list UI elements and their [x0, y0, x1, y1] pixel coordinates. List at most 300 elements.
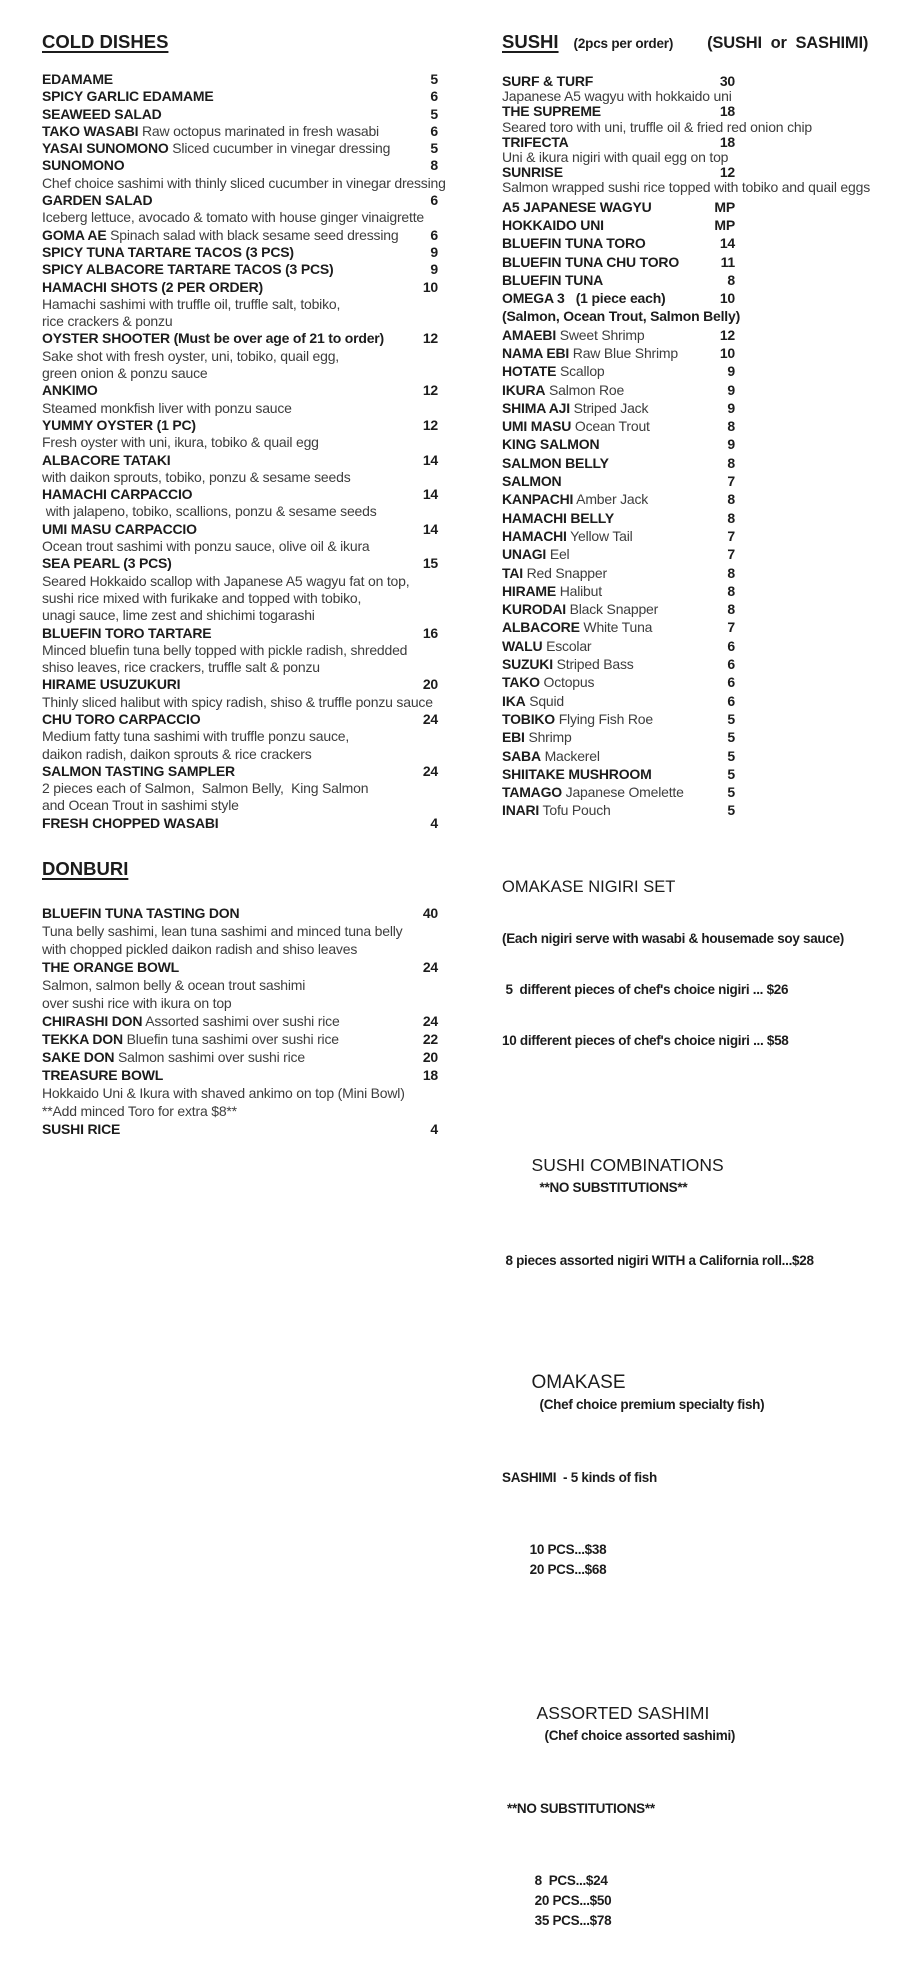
item-price: 10 [422, 278, 438, 295]
item-name: UMI MASU [502, 418, 572, 435]
item-price: 22 [422, 1031, 438, 1048]
no-substitutions-note: **NO SUBSTITUTIONS** [539, 1179, 688, 1195]
item-desc: Red Snapper [522, 564, 607, 581]
menu-item-row [42, 71, 438, 88]
menu-item-row [42, 192, 438, 209]
item-name: OMEGA 3 (1 piece each) [502, 290, 666, 307]
item-name: SABA [502, 747, 541, 764]
item-desc-line: and Ocean Trout in sashimi style [42, 797, 239, 814]
menu-item-row [502, 673, 922, 691]
sushi-combinations-header [502, 1134, 922, 1219]
menu-item-row [42, 244, 438, 261]
item-price: 6 [430, 122, 438, 139]
item-desc: Flying Fish Roe [555, 710, 653, 727]
menu-item-row [42, 1120, 438, 1138]
item-name: HAMACHI [502, 527, 567, 544]
item-name: SUSHI RICE [42, 1121, 121, 1138]
item-name: SPICY TUNA TARTARE TACOS (3 PCS) [42, 243, 294, 260]
menu-item-row [502, 545, 922, 563]
menu-item-row [502, 435, 922, 453]
item-name: SALMON BELLY [502, 454, 609, 471]
item-name: SUZUKI [502, 656, 553, 673]
item-desc-line: Fresh oyster with uni, ikura, tobiko & quail egg [42, 434, 319, 451]
menu-item-row [42, 227, 438, 244]
item-desc-line: Salmon, salmon belly & ocean trout sashimi [42, 977, 306, 994]
item-desc-line: Hamachi sashimi with truffle oil, truffle salt, tobiko, [42, 295, 341, 312]
menu-item-row [42, 521, 438, 538]
item-name: SAKE DON [42, 1049, 115, 1066]
item-price: 7 [727, 546, 735, 563]
assorted-sashimi-price-option: 8 PCS...$24 [534, 1872, 608, 1888]
item-price: 8 [727, 491, 735, 508]
menu-item-row [502, 655, 922, 673]
omakase-price-option: 10 PCS...$38 [529, 1541, 607, 1557]
item-desc-line: with chopped pickled daikon radish and shiso leaves [42, 941, 358, 958]
item-price: 8 [727, 564, 735, 581]
menu-item-row [42, 555, 438, 572]
menu-item-row [42, 1066, 438, 1084]
item-price: 9 [430, 243, 438, 260]
item-name: NAMA EBI [502, 345, 570, 361]
menu-item-row [502, 765, 922, 783]
item-desc-line: Minced bluefin tuna belly topped with pickle radish, shredded [42, 641, 408, 658]
item-name: TAI [502, 564, 523, 581]
item-name: THE ORANGE BOWL [42, 959, 179, 976]
omakase-price-option: 20 PCS...$68 [529, 1561, 607, 1577]
item-name: KANPACHI [502, 491, 574, 508]
item-desc: Tofu Pouch [539, 802, 611, 819]
menu-item-row [502, 527, 922, 545]
menu-item-row [502, 362, 922, 380]
item-desc-line: over sushi rice with ikura on top [42, 995, 232, 1012]
item-name: TAKO WASABI [42, 122, 139, 139]
omakase-nigiri-option: 10 different pieces of chef's choice nigiri ... $58 [502, 1032, 789, 1048]
item-desc-line: Salmon wrapped sushi rice topped with tobiko and quail eggs [502, 179, 870, 196]
item-price: 18 [422, 1067, 438, 1084]
menu-item-row [502, 216, 922, 234]
item-desc: Sweet Shrimp [556, 326, 645, 343]
item-price: 6 [727, 656, 735, 673]
item-desc-line: Tuna belly sashimi, lean tuna sashimi and minced tuna belly [42, 923, 403, 940]
item-name: ANKIMO [42, 382, 98, 399]
item-desc: Eel [546, 546, 570, 563]
assorted-sashimi-section [502, 1650, 922, 1983]
item-name: TAKO [502, 674, 540, 691]
menu-item-row [502, 307, 922, 325]
menu-item-row [502, 618, 922, 636]
menu-item-row [42, 106, 438, 123]
item-price: 6 [430, 226, 438, 243]
menu-item-row [502, 234, 922, 252]
menu-item-row [502, 253, 922, 271]
item-price: 18 [719, 103, 735, 120]
item-name: SALMON [502, 473, 562, 490]
omakase-nigiri-set-title: OMAKASE NIGIRI SET [502, 877, 676, 896]
assorted-sashimi-price-option: 35 PCS...$78 [534, 1912, 612, 1928]
omakase-subtitle: (Chef choice premium specialty fish) [539, 1396, 765, 1412]
menu-item-row [502, 490, 922, 508]
item-name: YASAI SUNOMONO [42, 140, 169, 157]
menu-item-row [42, 958, 438, 976]
item-desc: Octopus [539, 674, 595, 691]
item-name: ALBACORE [502, 619, 580, 636]
no-substitutions-note: **NO SUBSTITUTIONS** [507, 1800, 655, 1816]
item-desc: Sliced cucumber in vinegar dressing [168, 140, 391, 157]
item-price: 14 [719, 235, 735, 252]
menu-item-row [42, 625, 438, 642]
item-name: TAMAGO [502, 784, 562, 801]
assorted-sashimi-price-option: 20 PCS...$50 [534, 1892, 612, 1908]
item-name: TEKKA DON [42, 1031, 123, 1048]
item-name: AMAEBI [502, 326, 557, 343]
item-price: 7 [727, 619, 735, 636]
item-name: INARI [502, 802, 540, 819]
menu-item-row [502, 344, 922, 362]
item-price: 5 [430, 105, 438, 122]
menu-item-row [42, 330, 438, 347]
item-price: 8 [727, 601, 735, 618]
donburi-section [42, 858, 487, 1138]
item-desc-line: daikon radish, daikon sprouts & rice crackers [42, 745, 312, 762]
item-name: SEAWEED SALAD [42, 105, 162, 122]
item-price: 6 [430, 192, 438, 209]
item-desc: Black Snapper [565, 601, 659, 618]
item-desc-line: Thinly sliced halibut with spicy radish, shiso & truffle ponzu sauce [42, 693, 433, 710]
menu-item-row [502, 692, 922, 710]
item-price: 18 [719, 133, 735, 150]
item-desc: Assorted sashimi over sushi rice [142, 1013, 340, 1030]
item-desc-line: Uni & ikura nigiri with quail egg on top [502, 149, 729, 166]
item-name: SEA PEARL (3 PCS) [42, 555, 172, 572]
item-price: 6 [727, 637, 735, 654]
item-desc: Raw octopus marinated in fresh wasabi [138, 122, 379, 139]
item-price: 8 [727, 418, 735, 435]
sushi-featured-items [502, 74, 922, 196]
item-price: 24 [422, 1013, 438, 1030]
item-desc: Spinach salad with black sesame seed dressing [106, 226, 399, 243]
item-desc: Squid [525, 692, 565, 709]
item-price: 5 [727, 710, 735, 727]
item-desc: Halibut [556, 582, 602, 599]
item-desc: Japanese Omelette [561, 784, 684, 801]
item-name: SURF & TURF [502, 73, 594, 89]
item-name: GOMA AE [42, 226, 107, 243]
sushi-combinations-title: SUSHI COMBINATIONS [531, 1154, 724, 1175]
item-price: 14 [422, 486, 438, 503]
item-desc-line: with jalapeno, tobiko, scallions, ponzu & sesame seeds [42, 503, 377, 520]
item-price: 10 [719, 290, 735, 307]
item-desc: Salmon Roe [545, 381, 625, 398]
menu-item-row [502, 74, 922, 89]
item-name: A5 JAPANESE WAGYU [502, 198, 652, 215]
menu-item-row [42, 417, 438, 434]
item-desc-line: 2 pieces each of Salmon, Salmon Belly, King Salmon [42, 780, 369, 797]
assorted-sashimi-subtitle: (Chef choice assorted sashimi) [544, 1727, 736, 1743]
item-name: UMI MASU CARPACCIO [42, 520, 197, 537]
item-desc-line: rice crackers & ponzu [42, 313, 173, 330]
item-price: 5 [727, 765, 735, 782]
sushi-combinations-section [502, 1102, 922, 1302]
item-desc: Amber Jack [573, 491, 649, 508]
menu-item-row [42, 157, 438, 174]
sushi-header [502, 31, 922, 56]
item-desc-line: green onion & ponzu sauce [42, 365, 208, 382]
item-name: BLUEFIN TUNA TORO [502, 235, 646, 252]
donburi-title: DONBURI [42, 858, 129, 880]
item-name: UNAGI [502, 546, 547, 563]
item-name: SALMON TASTING SAMPLER [42, 762, 235, 779]
item-price: 12 [422, 416, 438, 433]
item-price: 6 [430, 88, 438, 105]
item-name: THE SUPREME [502, 103, 601, 120]
menu-item-row [502, 399, 922, 417]
item-price: 9 [727, 381, 735, 398]
item-name: YUMMY OYSTER (1 PC) [42, 416, 196, 433]
item-name: SHIMA AJI [502, 399, 570, 416]
menu-item-row [42, 763, 438, 780]
omakase-sashimi-line: SASHIMI - 5 kinds of fish [502, 1469, 657, 1485]
menu-item-row [502, 472, 922, 490]
menu-item-row [42, 123, 438, 140]
item-price: 9 [430, 261, 438, 278]
item-name: HIRAME [502, 582, 557, 599]
item-name: BLUEFIN TUNA CHU TORO [502, 253, 680, 270]
item-price: 24 [422, 762, 438, 779]
menu-item-row [502, 637, 922, 655]
item-price: 7 [727, 473, 735, 490]
item-name: TREASURE BOWL [42, 1067, 164, 1084]
item-name: SUNOMONO [42, 157, 125, 174]
right-column [502, 31, 922, 1983]
item-price: 9 [727, 399, 735, 416]
menu-item-row [502, 710, 922, 728]
menu-item-row [42, 261, 438, 278]
item-price: 24 [422, 710, 438, 727]
item-price: 12 [422, 330, 438, 347]
menu-item-row [502, 728, 922, 746]
item-desc: Yellow Tail [566, 527, 633, 544]
item-name: BLUEFIN TUNA TASTING DON [42, 905, 240, 922]
menu-item-row [42, 279, 438, 296]
item-name: KURODAI [502, 601, 566, 618]
item-price: 20 [422, 676, 438, 693]
item-desc-line: Iceberg lettuce, avocado & tomato with house ginger vinaigrette [42, 209, 424, 226]
item-name: BLUEFIN TUNA [502, 271, 604, 288]
item-name: SUNRISE [502, 164, 563, 181]
item-price: 5 [430, 71, 438, 87]
item-name: HOKKAIDO UNI [502, 216, 604, 233]
item-price: 6 [727, 692, 735, 709]
menu-item-row [502, 165, 922, 180]
item-name: BLUEFIN TORO TARTARE [42, 624, 212, 641]
item-desc: Scallop [556, 363, 605, 380]
item-price: 11 [720, 253, 735, 270]
omakase-section [502, 1319, 922, 1632]
item-desc-line: sushi rice mixed with furikake and topped with tobiko, [42, 589, 362, 606]
item-name: HAMACHI BELLY [502, 509, 614, 526]
menu-item-row [502, 271, 922, 289]
item-name: HAMACHI SHOTS (2 PER ORDER) [42, 278, 263, 295]
item-name: HAMACHI CARPACCIO [42, 486, 193, 503]
sushi-title: SUSHI [502, 31, 559, 52]
item-name: IKA [502, 692, 526, 709]
omakase-nigiri-option: 5 different pieces of chef's choice nigiri ... $26 [502, 981, 789, 997]
item-desc: Mackerel [540, 747, 600, 764]
item-price: 14 [422, 451, 438, 468]
donburi-items [42, 904, 487, 1138]
item-price: 4 [430, 814, 438, 831]
item-price: 30 [719, 73, 735, 89]
item-desc-line: shiso leaves, rice crackers, truffle salt & ponzu [42, 659, 320, 676]
item-desc-line: Sake shot with fresh oyster, uni, tobiko, quail egg, [42, 347, 339, 364]
item-name: FRESH CHOPPED WASABI [42, 814, 219, 831]
item-price: 12 [719, 164, 735, 181]
item-desc-line: Hokkaido Uni & Ikura with shaved ankimo on top (Mini Bowl) [42, 1085, 405, 1102]
menu-item-row [502, 381, 922, 399]
item-desc-line: Medium fatty tuna sashimi with truffle ponzu sauce, [42, 728, 350, 745]
menu-item-row [502, 104, 922, 119]
item-price: 5 [727, 729, 735, 746]
menu-item-row [502, 564, 922, 582]
item-desc-line: Seared toro with uni, truffle oil & fried red onion chip [502, 118, 812, 135]
menu-item-row [502, 135, 922, 150]
cold-dishes-section [42, 31, 487, 832]
sushi-note-order: (2pcs per order) [573, 36, 674, 51]
item-desc-line: Japanese A5 wagyu with hokkaido uni [502, 88, 732, 105]
item-name: SPICY ALBACORE TARTARE TACOS (3 PCS) [42, 261, 334, 278]
item-price: 8 [430, 157, 438, 174]
menu-item-row [502, 289, 922, 307]
item-price: 20 [422, 1049, 438, 1066]
sushi-list-items [502, 198, 922, 820]
item-name: HOTATE [502, 363, 557, 380]
item-price: 10 [719, 345, 735, 361]
item-price: 9 [727, 363, 735, 380]
item-desc: Raw Blue Shrimp [569, 345, 678, 361]
menu-item-row [42, 88, 438, 105]
item-price: MP [714, 216, 735, 233]
item-name: OYSTER SHOOTER (Must be over age of 21 to order) [42, 330, 385, 347]
item-price: 5 [430, 140, 438, 157]
menu-item-row [42, 140, 438, 157]
item-name: IKURA [502, 381, 546, 398]
item-desc-line: Seared Hokkaido scallop with Japanese A5 wagyu fat on top, [42, 572, 410, 589]
item-price: 8 [727, 582, 735, 599]
menu-item-row [42, 815, 438, 832]
omakase-nigiri-set-section [502, 846, 922, 1082]
item-desc: Bluefin tuna sashimi over sushi rice [122, 1031, 339, 1048]
item-name: CHU TORO CARPACCIO [42, 710, 201, 727]
menu-item-row [502, 326, 922, 344]
sushi-combinations-option: 8 pieces assorted nigiri WITH a California roll...$28 [502, 1252, 814, 1268]
item-name: TOBIKO [502, 710, 555, 727]
item-desc-line: Steamed monkfish liver with ponzu sauce [42, 399, 292, 416]
item-price: 12 [422, 382, 438, 399]
cold-dishes-title: COLD DISHES [42, 31, 169, 52]
item-desc-line: Ocean trout sashimi with ponzu sauce, olive oil & ikura [42, 538, 370, 555]
item-name: CHIRASHI DON [42, 1013, 143, 1030]
item-name: GARDEN SALAD [42, 192, 153, 209]
item-price: 8 [727, 454, 735, 471]
assorted-sashimi-header [507, 1682, 922, 1767]
menu-item-row [42, 452, 438, 469]
menu-item-row [42, 1030, 438, 1048]
item-price: 5 [727, 747, 735, 764]
menu-item-row [502, 747, 922, 765]
item-price: 9 [727, 436, 735, 453]
menu-item-row [42, 711, 438, 728]
item-price: 7 [727, 527, 735, 544]
assorted-sashimi-prices [507, 1851, 922, 1951]
menu-item-row [42, 1048, 438, 1066]
cold-dishes-items [42, 71, 487, 832]
menu-item-row [42, 486, 438, 503]
item-name: KING SALMON [502, 436, 600, 453]
item-name: SPICY GARLIC EDAMAME [42, 88, 214, 105]
item-price: 5 [727, 802, 735, 819]
item-desc: Shrimp [524, 729, 572, 746]
assorted-sashimi-title: ASSORTED SASHIMI [536, 1702, 710, 1723]
menu-item-row [502, 454, 922, 472]
item-desc-line: unagi sauce, lime zest and shichimi togarashi [42, 607, 315, 624]
omakase-title: OMAKASE [531, 1371, 626, 1393]
item-price: 12 [719, 326, 735, 343]
menu-item-row [502, 783, 922, 801]
item-price: 16 [422, 624, 438, 641]
item-name: ALBACORE TATAKI [42, 451, 171, 468]
item-price: 8 [727, 509, 735, 526]
menu-item-row [502, 509, 922, 527]
item-desc: Striped Jack [569, 399, 649, 416]
sushi-note-style: (SUSHI or SASHIMI) [707, 34, 869, 52]
item-desc-line: **Add minced Toro for extra $8** [42, 1103, 237, 1120]
omakase-prices [502, 1520, 922, 1600]
menu-item-row [42, 1012, 438, 1030]
item-desc: Ocean Trout [571, 418, 650, 435]
item-name: EDAMAME [42, 71, 113, 87]
item-desc-line: with daikon sprouts, tobiko, ponzu & sesame seeds [42, 468, 351, 485]
menu-item-row [502, 600, 922, 618]
left-column [42, 31, 487, 1138]
item-price: 8 [727, 271, 735, 288]
item-price: 14 [422, 520, 438, 537]
item-name: SHIITAKE MUSHROOM [502, 765, 652, 782]
item-price: MP [714, 198, 735, 215]
item-name: (Salmon, Ocean Trout, Salmon Belly) [502, 308, 741, 325]
menu-item-row [502, 417, 922, 435]
item-price: 15 [422, 555, 438, 572]
item-desc-line: Chef choice sashimi with thinly sliced cucumber in vinegar dressing [42, 174, 446, 191]
menu-item-row [502, 801, 922, 819]
item-price: 4 [430, 1121, 438, 1138]
item-desc: Salmon sashimi over sushi rice [114, 1049, 305, 1066]
item-desc: Escolar [542, 637, 592, 654]
item-name: EBI [502, 729, 525, 746]
menu-item-row [502, 198, 922, 216]
menu-item-row [502, 582, 922, 600]
menu-item-row [42, 904, 438, 922]
item-price: 5 [727, 784, 735, 801]
item-price: 40 [422, 905, 438, 922]
omakase-nigiri-set-subtitle: (Each nigiri serve with wasabi & housemade soy sauce) [502, 930, 844, 946]
item-name: WALU [502, 637, 543, 654]
item-price: 6 [727, 674, 735, 691]
item-name: TRIFECTA [502, 133, 569, 150]
item-desc: Striped Bass [552, 656, 634, 673]
item-desc: White Tuna [579, 619, 653, 636]
menu-item-row [42, 676, 438, 693]
menu-item-row [42, 382, 438, 399]
